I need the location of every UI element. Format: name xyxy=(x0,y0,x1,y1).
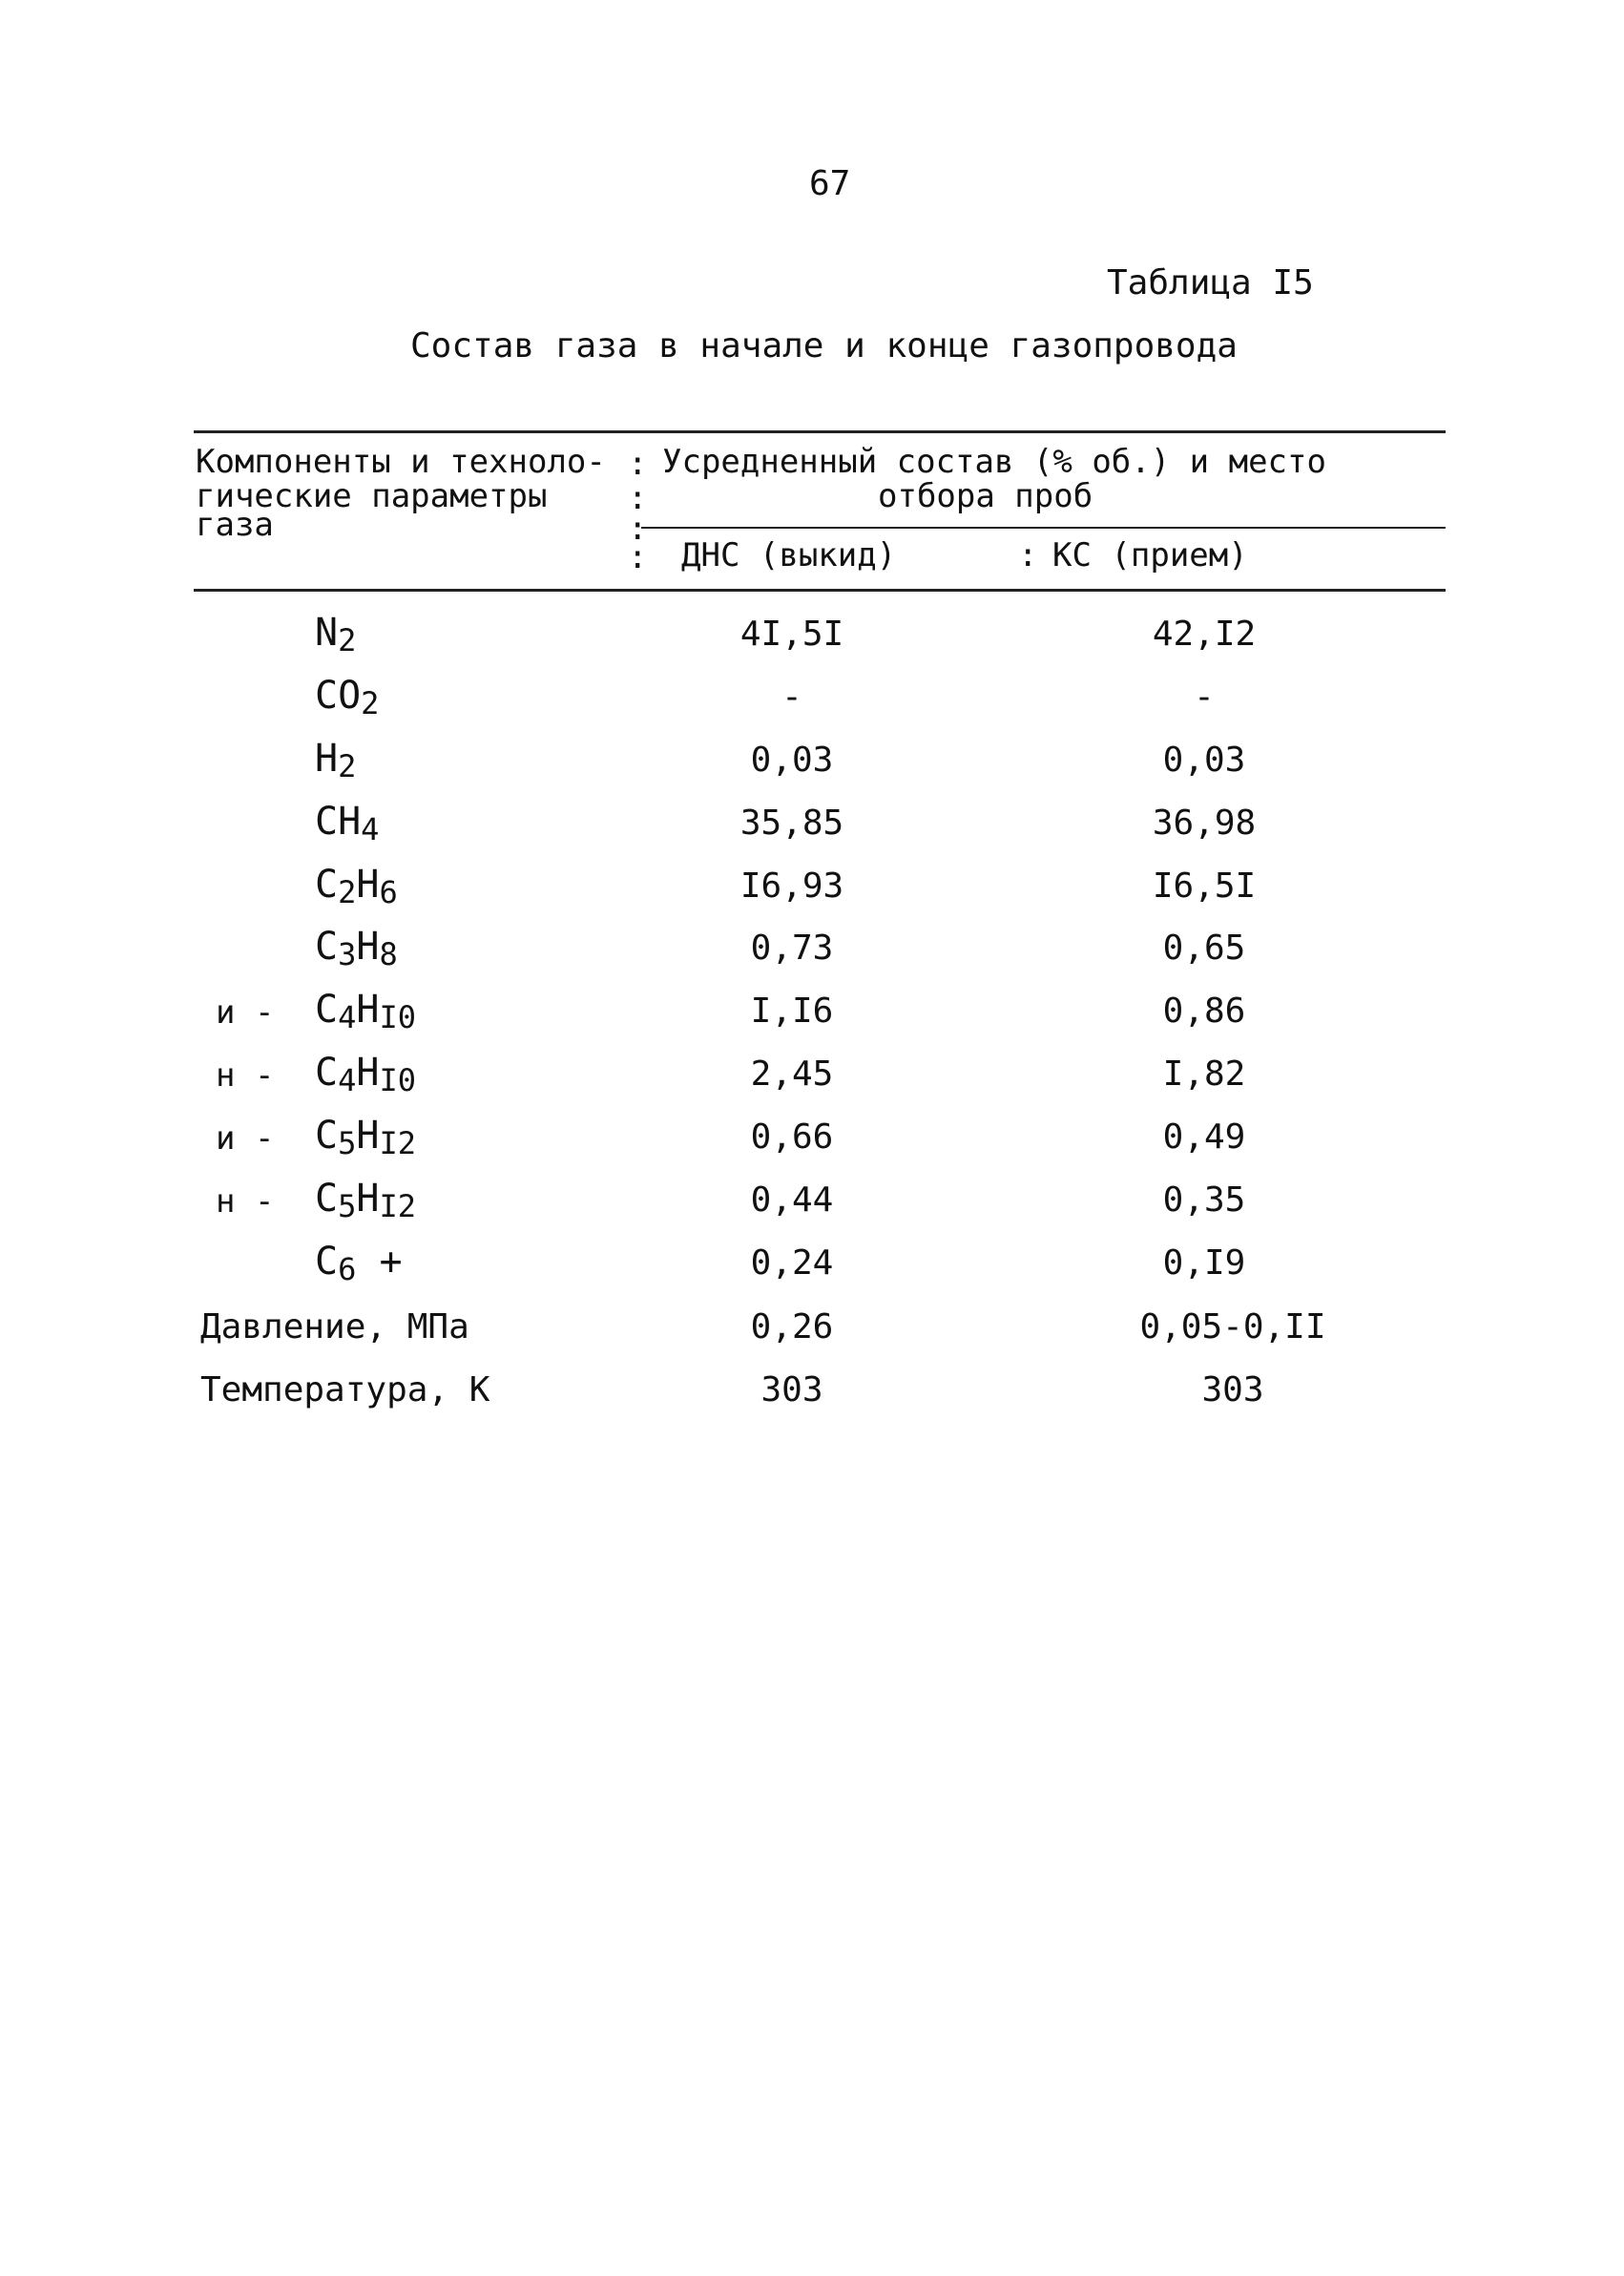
formula-subscript: I2 xyxy=(379,1188,416,1224)
formula-subscript: 3 xyxy=(338,936,357,972)
formula-subscript: I0 xyxy=(379,1062,416,1098)
value-ks: 0,86 xyxy=(1162,992,1246,1031)
header-mid-rule xyxy=(641,527,1446,529)
table-title: Состав газа в начале и конце газопровода xyxy=(410,326,1238,365)
component-formula: $C_5H_{I2}$ xyxy=(315,1114,416,1161)
component-formula: $H_2$ xyxy=(315,737,357,784)
component-formula: $C_5H_{I2}$ xyxy=(315,1177,416,1224)
formula-subscript: 2 xyxy=(338,622,357,658)
header-dns-outlet: ДНС (выкид) xyxy=(681,536,897,574)
isomer-prefix: и - xyxy=(216,993,275,1032)
header-separator: : xyxy=(628,479,648,517)
value-dns: 0,03 xyxy=(750,741,834,780)
header-separator: : xyxy=(628,445,648,483)
formula-subscript: 5 xyxy=(338,1188,357,1224)
top-rule xyxy=(194,430,1446,433)
formula-subscript: 2 xyxy=(338,874,357,910)
value-ks: I,82 xyxy=(1162,1054,1246,1094)
header-composition-line1: Усредненный состав (% об.) и место xyxy=(662,443,1326,481)
parameter-label: Температура, К xyxy=(200,1370,490,1409)
value-dns: 303 xyxy=(760,1370,823,1409)
isomer-prefix: и - xyxy=(216,1119,275,1158)
header-separator: : xyxy=(628,538,648,576)
value-ks: 0,03 xyxy=(1162,741,1246,780)
isomer-prefix: н - xyxy=(216,1182,275,1221)
header-components-line1: Компоненты и техноло- xyxy=(196,443,606,481)
formula-subscript: 4 xyxy=(361,811,380,847)
formula-subscript: 4 xyxy=(338,999,357,1035)
formula-subscript: 5 xyxy=(338,1125,357,1161)
table-label: Таблица I5 xyxy=(1107,263,1314,303)
component-formula: $C_2H_6$ xyxy=(315,863,398,910)
value-dns: 4I,5I xyxy=(739,615,844,654)
formula-subscript: 8 xyxy=(379,936,398,972)
value-dns: I,I6 xyxy=(750,992,834,1031)
component-formula: $CO_2$ xyxy=(315,674,380,721)
value-ks: 0,65 xyxy=(1162,929,1246,968)
component-formula: $C_6$ + xyxy=(315,1240,403,1287)
header-components-line2: гические параметры xyxy=(196,477,548,515)
value-ks: 0,49 xyxy=(1162,1117,1246,1157)
value-dns: 0,73 xyxy=(750,929,834,968)
formula-subscript: 2 xyxy=(361,685,380,721)
value-ks: - xyxy=(1194,678,1215,717)
header-components-line3: газа xyxy=(196,506,274,544)
isomer-prefix: н - xyxy=(216,1056,275,1095)
value-dns: 0,26 xyxy=(750,1307,834,1347)
page-number: 67 xyxy=(809,164,851,203)
header-bottom-rule xyxy=(194,589,1446,592)
component-formula: $C_3H_8$ xyxy=(315,925,398,972)
component-formula: $N_2$ xyxy=(315,611,357,658)
value-dns: - xyxy=(781,678,802,717)
value-dns: 0,44 xyxy=(750,1180,834,1220)
value-ks: 36,98 xyxy=(1152,804,1257,843)
value-dns: 0,66 xyxy=(750,1117,834,1157)
header-separator: : xyxy=(628,510,648,548)
formula-subscript: I2 xyxy=(379,1125,416,1161)
header-composition-line2: отбора проб xyxy=(878,477,1093,515)
component-formula: $CH_4$ xyxy=(315,800,380,847)
header-separator: : xyxy=(1018,536,1038,574)
value-dns: 0,24 xyxy=(750,1243,834,1283)
value-dns: 2,45 xyxy=(750,1054,834,1094)
value-dns: 35,85 xyxy=(739,804,844,843)
formula-subscript: I0 xyxy=(379,999,416,1035)
value-ks: I6,5I xyxy=(1152,867,1257,906)
value-ks: 0,I9 xyxy=(1162,1243,1246,1283)
header-ks-intake: КС (прием) xyxy=(1052,536,1248,574)
value-ks: 42,I2 xyxy=(1152,615,1257,654)
value-dns: I6,93 xyxy=(739,867,844,906)
value-ks: 0,35 xyxy=(1162,1180,1246,1220)
value-ks: 0,05-0,II xyxy=(1139,1307,1326,1347)
value-ks: 303 xyxy=(1201,1370,1264,1409)
component-formula: $C_4H_{I0}$ xyxy=(315,988,416,1035)
formula-subscript: 2 xyxy=(338,748,357,784)
formula-subscript: 4 xyxy=(338,1062,357,1098)
formula-subscript: 6 xyxy=(379,874,398,910)
component-formula: $C_4H_{I0}$ xyxy=(315,1051,416,1098)
parameter-label: Давление, МПа xyxy=(200,1307,469,1347)
formula-subscript: 6 xyxy=(338,1251,357,1287)
